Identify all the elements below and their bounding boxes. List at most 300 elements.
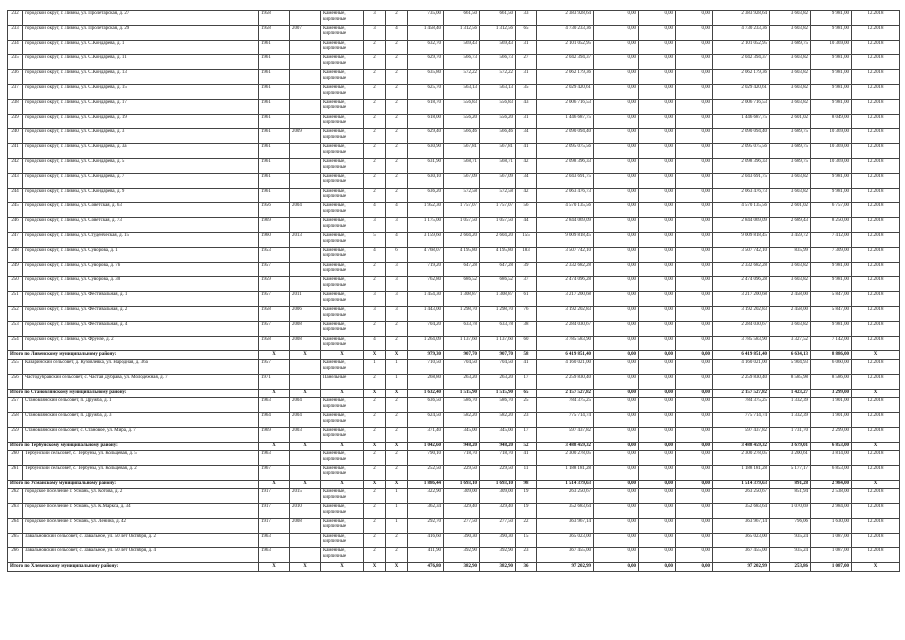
year-built-cell: 1964 [259,412,290,427]
wall-material-cell: Каменные, кирпичные [321,55,364,70]
fund-cost-cell: 0,00 [594,144,639,159]
owners-cost-cell: 2 474 096,28 [713,277,770,292]
local-budget-cost-cell: 0,00 [676,306,713,321]
wall-material-cell: Каменные, кирпичные [321,232,364,247]
row-number: 248 [8,247,23,262]
budget-cost-cell: 0,00 [639,518,676,533]
owners-cost-cell: 365 023,00 [713,533,770,548]
living-area-cell: 948,20 [480,442,516,451]
table-row [8,374,900,389]
year-rebuilt-cell: 2003 [290,427,321,442]
total-cost-cell: 1 446 687,75 [537,114,594,129]
limit-cost-cell: 6 853,00 [811,465,852,480]
living-area-cell: 563,13 [480,84,516,99]
local-budget-cost-cell: 0,00 [676,336,713,351]
total-area-cell: 704,20 [408,321,444,336]
owners-cost-cell: 2 098 396,33 [713,158,770,173]
year-built-cell: X [259,389,290,398]
address-cell: городское поселение г. Усмань, ул. К.Маркса, д. 34 [23,504,259,519]
budget-cost-cell: 0,00 [639,351,676,360]
year-built-cell: 1961 [259,144,290,159]
row-number: 260 [8,451,23,466]
owners-cost-cell: 1 446 687,75 [713,114,770,129]
total-area-cell: 1 458,40 [408,25,444,40]
year-rebuilt-cell [290,40,321,55]
row-number: 249 [8,262,23,277]
premises-area-cell: 2 604,20 [444,232,480,247]
limit-cost-cell: 2 538,00 [811,489,852,504]
residents-cell: 41 [516,144,537,159]
year-rebuilt-cell: 2011 [290,292,321,307]
floors-cell: 3 [364,11,386,26]
floors-cell: 2 [364,40,386,55]
deadline-cell: 12.2018 [852,277,900,292]
wall-material-cell: X [321,351,364,360]
row-number: 244 [8,188,23,203]
total-cost-cell: 2 101 052,95 [537,40,594,55]
residents-cell: 43 [516,99,537,114]
local-budget-cost-cell: 0,00 [676,374,713,389]
entrances-cell: 2 [386,465,408,480]
fund-cost-cell: 0,00 [594,11,639,26]
row-number: 266 [8,548,23,563]
budget-cost-cell: 0,00 [639,277,676,292]
table-row [8,25,900,40]
address-cell: городской округ, г. Ливны, ул. Суворова, д. 1 [23,247,259,262]
subtotal-row [8,480,900,489]
residents-cell: 31 [516,70,537,85]
row-number: 253 [8,321,23,336]
year-built-cell: 1961 [259,55,290,70]
unit-cost-cell: 1 423,27 [770,389,811,398]
entrances-cell: 1 [386,374,408,389]
deadline-cell: 12.2018 [852,158,900,173]
year-rebuilt-cell: 2015 [290,489,321,504]
local-budget-cost-cell: 0,00 [676,351,713,360]
address-cell: городской округ, г. Ливны, ул. Фрунзе, д. 2 [23,336,259,351]
floors-cell: 2 [364,70,386,85]
limit-cost-cell: 2 299,00 [811,427,852,442]
budget-cost-cell: 0,00 [639,292,676,307]
budget-cost-cell: 0,00 [639,218,676,233]
floors-cell: X [364,442,386,451]
unit-cost-cell: 796,06 [770,518,811,533]
local-budget-cost-cell: 0,00 [676,25,713,40]
unit-cost-cell: 3 603,82 [770,173,811,188]
row-number: 236 [8,70,23,85]
fund-cost-cell: 0,00 [594,451,639,466]
limit-cost-cell: 10 369,00 [811,144,852,159]
table-row [8,398,900,413]
floors-cell: X [364,563,386,572]
wall-material-cell: Каменные, кирпичные [321,465,364,480]
row-number: 238 [8,99,23,114]
year-built-cell: X [259,351,290,360]
residents-cell: 27 [516,55,537,70]
local-budget-cost-cell: 0,00 [676,158,713,173]
unit-cost-cell: 3 327,52 [770,336,811,351]
limit-cost-cell: 10 369,00 [811,158,852,173]
total-area-cell: 322,90 [408,489,444,504]
total-cost-cell: 367 455,00 [537,548,594,563]
budget-cost-cell: 0,00 [639,563,676,572]
wall-material-cell: Каменные, кирпичные [321,70,364,85]
row-number: 233 [8,25,23,40]
floors-cell: X [364,480,386,489]
local-budget-cost-cell: 0,00 [676,451,713,466]
year-rebuilt-cell [290,188,321,203]
residents-cell: 65 [516,389,537,398]
unit-cost-cell: 2 458,00 [770,306,811,321]
premises-area-cell: 1 757,07 [444,203,480,218]
address-cell: Становлянский сельсовет, п. Дружба, д. 3 [23,412,259,427]
unit-cost-cell: 3 603,82 [770,11,811,26]
residents-cell: 23 [516,412,537,427]
year-rebuilt-cell [290,158,321,173]
year-rebuilt-cell [290,277,321,292]
premises-area-cell: 1 298,70 [444,306,480,321]
table-row [8,218,900,233]
address-cell: городской округ, г. Ливны, ул. Советская, д. 73 [23,218,259,233]
limit-cost-cell: 6 853,00 [811,442,852,451]
budget-cost-cell: 0,00 [639,25,676,40]
entrances-cell: X [386,351,408,360]
deadline-cell: 12.2018 [852,188,900,203]
floors-cell: 2 [364,114,386,129]
residents-cell: 42 [516,188,537,203]
living-area-cell: 704,50 [480,359,516,374]
year-rebuilt-cell: X [290,563,321,572]
budget-cost-cell: 0,00 [639,203,676,218]
floors-cell: 2 [364,84,386,99]
premises-area-cell: 569,43 [444,40,480,55]
total-area-cell: 618,70 [408,99,444,114]
wall-material-cell: Каменные, кирпичные [321,247,364,262]
table-row [8,173,900,188]
table-row [8,55,900,70]
budget-cost-cell: 0,00 [639,465,676,480]
unit-cost-cell: 3 603,82 [770,55,811,70]
fund-cost-cell: 0,00 [594,218,639,233]
living-area-cell: 586,70 [480,398,516,413]
wall-material-cell: Каменные, кирпичные [321,398,364,413]
wall-material-cell: Каменные, кирпичные [321,84,364,99]
entrances-cell: 4 [386,25,408,40]
entrances-cell: 2 [386,40,408,55]
total-area-cell: 719,20 [408,262,444,277]
total-area-cell: 629,40 [408,129,444,144]
fund-cost-cell: 0,00 [594,158,639,173]
limit-cost-cell: 10 369,00 [811,40,852,55]
fund-cost-cell: 0,00 [594,336,639,351]
budget-cost-cell: 0,00 [639,40,676,55]
entrances-cell: 3 [386,218,408,233]
table-row [8,203,900,218]
row-number: 246 [8,218,23,233]
owners-cost-cell: 2 101 052,95 [713,40,770,55]
limit-cost-cell: 9 981,00 [811,321,852,336]
floors-cell: 2 [364,489,386,504]
table-row [8,306,900,321]
year-rebuilt-cell [290,218,321,233]
budget-cost-cell: 0,00 [639,173,676,188]
total-area-cell: 790,10 [408,451,444,466]
address-cell: городской округ, г. Ливны, ул. Студенческая, д. 15 [23,232,259,247]
local-budget-cost-cell: 0,00 [676,203,713,218]
wall-material-cell: Каменные, кирпичные [321,40,364,55]
residents-cell: 38 [516,321,537,336]
fund-cost-cell: 0,00 [594,465,639,480]
total-cost-cell: 2 474 096,28 [537,277,594,292]
table-row [8,321,900,336]
fund-cost-cell: 0,00 [594,351,639,360]
year-built-cell: 1917 [259,489,290,504]
local-budget-cost-cell: 0,00 [676,412,713,427]
floors-cell: 2 [364,158,386,173]
year-rebuilt-cell: X [290,351,321,360]
entrances-cell: 2 [386,158,408,173]
unit-cost-cell: 3 689,75 [770,144,811,159]
floors-cell: 3 [364,292,386,307]
budget-cost-cell: 0,00 [639,398,676,413]
local-budget-cost-cell: 0,00 [676,548,713,563]
entrances-cell: 2 [386,129,408,144]
owners-cost-cell: 2 062 179,36 [713,70,770,85]
year-rebuilt-cell: 2004 [290,203,321,218]
limit-cost-cell: 1 901,00 [811,412,852,427]
entrances-cell: 2 [386,84,408,99]
deadline-cell: 12.2018 [852,518,900,533]
local-budget-cost-cell: 0,00 [676,70,713,85]
floors-cell: 2 [364,173,386,188]
total-cost-cell: 2 006 716,53 [537,99,594,114]
wall-material-cell: X [321,563,364,572]
table-row [8,292,900,307]
wall-material-cell: Каменные, кирпичные [321,336,364,351]
total-area-cell: 1 042,60 [408,442,444,451]
local-budget-cost-cell: 0,00 [676,389,713,398]
total-area-cell: 4 768,07 [408,247,444,262]
total-area-cell: 630,90 [408,144,444,159]
entrances-cell: 2 [386,427,408,442]
living-area-cell: 567,81 [480,144,516,159]
year-rebuilt-cell: 2013 [290,232,321,247]
owners-cost-cell: 2 157 527,82 [713,389,770,398]
table-row [8,427,900,442]
premises-area-cell: 647,28 [444,262,480,277]
year-built-cell: 1963 [259,548,290,563]
entrances-cell: 3 [386,292,408,307]
fund-cost-cell: 0,00 [594,412,639,427]
subtotal-row [8,389,900,398]
owners-cost-cell: 2 383 928,64 [713,11,770,26]
residents-cell: 31 [516,114,537,129]
total-area-cell: 411,90 [408,548,444,563]
owners-cost-cell: 3 217 200,68 [713,292,770,307]
row-number: 262 [8,489,23,504]
year-built-cell: 1917 [259,504,290,519]
year-built-cell: 1957 [259,359,290,374]
owners-cost-cell: 4 730 233,36 [713,25,770,40]
entrances-cell: 6 [386,247,408,262]
row-number: 232 [8,11,23,26]
year-built-cell: 1961 [259,70,290,85]
deadline-cell: 12.2018 [852,359,900,374]
year-built-cell: X [259,563,290,572]
fund-cost-cell: 0,00 [594,173,639,188]
row-number: 265 [8,533,23,548]
unit-cost-cell: 1 070,69 [770,504,811,519]
address-cell: Завальновский сельсовет, с. Завальное, ул. 50 лет Октября, д. 2 [23,533,259,548]
year-rebuilt-cell: 2007 [290,25,321,40]
year-built-cell: 1956 [259,203,290,218]
fund-cost-cell: 0,00 [594,489,639,504]
year-built-cell: 1963 [259,451,290,466]
limit-cost-cell: 8 886,00 [811,351,852,360]
owners-cost-cell: 3 192 202,83 [713,306,770,321]
year-rebuilt-cell: X [290,442,321,451]
total-cost-cell: 2 098 396,33 [537,158,594,173]
living-area-cell: 1 693,10 [480,480,516,489]
owners-cost-cell: 352 683,64 [713,504,770,519]
fund-cost-cell: 0,00 [594,55,639,70]
table-row [8,465,900,480]
address-cell: городской округ, г. Ливны, ул. С.Кондарева, д. 3 [23,129,259,144]
limit-cost-cell: 8 250,00 [811,218,852,233]
subtotal-row [8,351,900,360]
total-area-cell: 1 952,30 [408,203,444,218]
residents-cell: 39 [516,262,537,277]
year-rebuilt-cell [290,11,321,26]
premises-area-cell: 567,09 [444,173,480,188]
residents-cell: 17 [516,374,537,389]
address-cell: городской округ, г. Ливны, ул. С.Кондарева, д. 9 [23,188,259,203]
year-rebuilt-cell [290,359,321,374]
limit-cost-cell: 9 981,00 [811,25,852,40]
fund-cost-cell: 0,00 [594,292,639,307]
living-area-cell: 4 195,80 [480,247,516,262]
floors-cell: 3 [364,25,386,40]
residents-cell: 155 [516,232,537,247]
floors-cell: 2 [364,99,386,114]
table-row [8,262,900,277]
address-cell: Частодубравский сельсовет, с. Частая Дубрава, ул. Молодежная, д. 7 [23,374,259,389]
wall-material-cell: Каменные, кирпичные [321,99,364,114]
deadline-cell: 12.2018 [852,427,900,442]
total-cost-cell: 3 217 200,68 [537,292,594,307]
owners-cost-cell: 2 043 691,75 [713,173,770,188]
fund-cost-cell: 0,00 [594,518,639,533]
deadline-cell: 12.2018 [852,292,900,307]
residents-cell: 183 [516,247,537,262]
premises-area-cell: 661,50 [444,11,480,26]
unit-cost-cell: 3 603,82 [770,321,811,336]
total-area-cell: 292,70 [408,518,444,533]
table-row [8,99,900,114]
unit-cost-cell: 3 459,72 [770,232,811,247]
row-number: 241 [8,144,23,159]
entrances-cell: 1 [386,518,408,533]
total-area-cell: 1 632,40 [408,389,444,398]
year-rebuilt-cell [290,144,321,159]
total-cost-cell: 2 383 928,64 [537,11,594,26]
deadline-cell: 12.2018 [852,398,900,413]
total-area-cell: 762,80 [408,277,444,292]
year-rebuilt-cell: X [290,480,321,489]
unit-cost-cell: 3 689,75 [770,40,811,55]
premises-area-cell: 563,13 [444,84,480,99]
living-area-cell: 2 604,20 [480,232,516,247]
residents-cell: 25 [516,398,537,413]
table-row [8,451,900,466]
living-area-cell: 566,46 [480,129,516,144]
total-area-cell: 1 264,09 [408,336,444,351]
fund-cost-cell: 0,00 [594,114,639,129]
limit-cost-cell: 7 412,00 [811,232,852,247]
table-row [8,129,900,144]
row-number: 259 [8,427,23,442]
owners-cost-cell: 263 250,67 [713,489,770,504]
unit-cost-cell: 3 603,82 [770,70,811,85]
year-rebuilt-cell [290,70,321,85]
wall-material-cell: Каменные, кирпичные [321,277,364,292]
row-number: 252 [8,306,23,321]
limit-cost-cell: 8 586,00 [811,374,852,389]
deadline-cell: 12.2018 [852,99,900,114]
residents-cell: 61 [516,292,537,307]
unit-cost-cell: 3 200,61 [770,451,811,466]
residents-cell: 41 [516,359,537,374]
residents-cell: 56 [516,203,537,218]
limit-cost-cell: 5 847,00 [811,306,852,321]
row-number: 237 [8,84,23,99]
deadline-cell: 12.2018 [852,55,900,70]
premises-area-cell: 568,71 [444,158,480,173]
unit-cost-cell: 851,94 [770,489,811,504]
wall-material-cell: Каменные, кирпичные [321,504,364,519]
year-rebuilt-cell: 2008 [290,336,321,351]
residents-cell: 37 [516,277,537,292]
entrances-cell: 2 [386,11,408,26]
premises-area-cell: 567,81 [444,144,480,159]
total-cost-cell: 6 419 851,40 [537,351,594,360]
year-built-cell: 1957 [259,321,290,336]
owners-cost-cell: 784 375,25 [713,398,770,413]
fund-cost-cell: 0,00 [594,247,639,262]
premises-area-cell: 566,73 [444,55,480,70]
year-built-cell: 1958 [259,336,290,351]
table-row [8,412,900,427]
fund-cost-cell: 0,00 [594,99,639,114]
year-rebuilt-cell: 2008 [290,518,321,533]
local-budget-cost-cell: 0,00 [676,359,713,374]
fund-cost-cell: 0,00 [594,25,639,40]
deadline-cell: X [852,389,900,398]
wall-material-cell: Каменные, кирпичные [321,306,364,321]
total-area-cell: 476,80 [408,563,444,572]
residents-cell: 42 [516,158,537,173]
fund-cost-cell: 0,00 [594,306,639,321]
unit-cost-cell: 1 332,39 [770,398,811,413]
floors-cell: 5 [364,232,386,247]
deadline-cell: 12.2018 [852,465,900,480]
year-built-cell: 1961 [259,40,290,55]
premises-area-cell: 582,20 [444,412,480,427]
premises-area-cell: 309,00 [444,489,480,504]
table-row [8,158,900,173]
living-area-cell: 1 137,60 [480,336,516,351]
entrances-cell: X [386,389,408,398]
